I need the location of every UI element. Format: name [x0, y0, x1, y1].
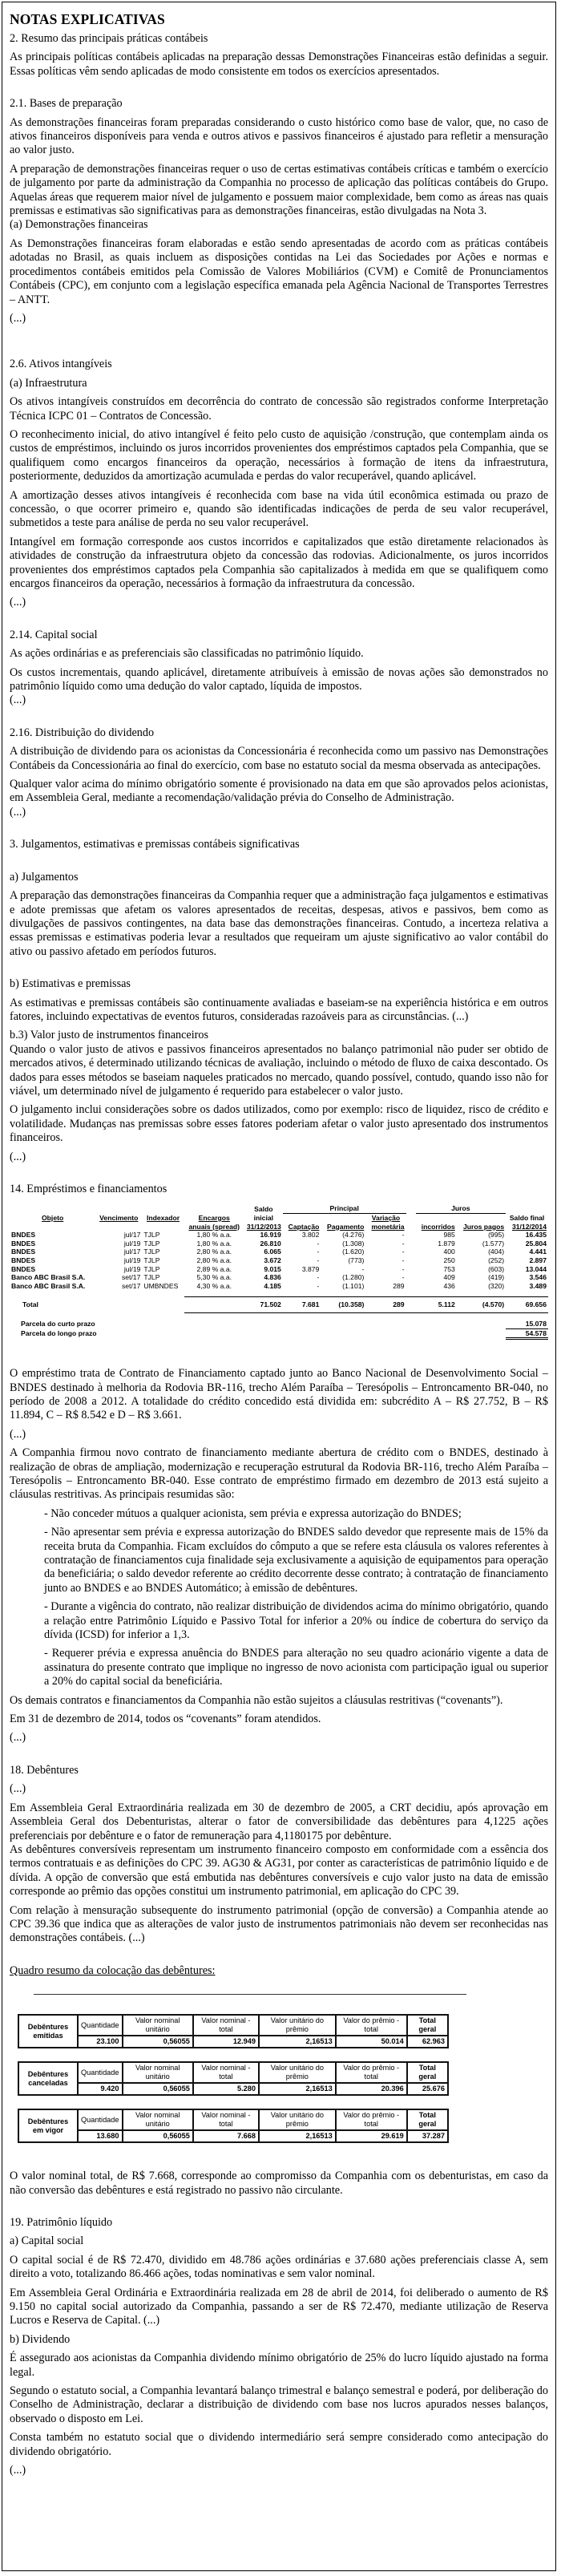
cell-saldo-final: 16.435	[525, 1231, 547, 1239]
cell-pagamento: -	[361, 1264, 365, 1273]
cell-saldo-inicial: 6.065	[264, 1248, 281, 1256]
cell-valor-nominal-total: 5.280	[193, 2083, 259, 2095]
col-valor-nominal-total: Valor nominal - total	[193, 2015, 259, 2036]
cell-variacao: -	[402, 1248, 405, 1256]
cell-objeto: BNDES	[11, 1248, 36, 1256]
cell-juros-pagos: (404)	[488, 1248, 505, 1256]
section-18-heading: 18. Debêntures	[10, 1763, 79, 1777]
table-row	[10, 1265, 548, 1274]
total-captacao: 7.681	[283, 1297, 321, 1313]
cell-valor-premio-total: 50.014	[336, 2036, 407, 2048]
section-18-p2: As debêntures conversíveis representam um instrumento financeiro composto em conformidade com a essência dos termos contratuais e as definições do CPC 39. AG30 & AG31, por conter as características de patrimônio líquido e de dívida. A opção de conversão que está embutida nas debêntures conversíveis e cujo valor justo na data de emissão corresponde ao prêmio das opções constitui um instrumento patrimonial, em aplicação do CPC 39.	[10, 1842, 548, 1899]
section-2-6-p4: Intangível em formação corresponde aos custos incorridos e capitalizados que estão diretamente relacionados às atividades de construção da infraestrutura objeto da concessão das rodovias. Adicionalmente, os juros incorridos provenientes dos empréstimos captados pela Companhia são capitalizados à medida em que se qualifiquem como encargos financeiros da operação, necessários à formação da infraestrutura da concessão.	[10, 535, 548, 590]
section-19-heading: 19. Patrimônio líquido	[10, 2215, 113, 2229]
col-encargos-sub: anuais (spread)	[188, 1222, 240, 1231]
section-3-sub-a: a) Julgamentos	[10, 870, 79, 884]
cell-juros-pagos: (419)	[488, 1273, 505, 1282]
cell-total-geral: 62.963	[407, 2036, 448, 2048]
cell-valor-premio-total: 29.619	[336, 2130, 407, 2142]
cell-incorridos: 400	[443, 1248, 455, 1256]
cell-indexador: TJLP	[143, 1248, 160, 1256]
col-pagamento: Pagamento	[327, 1222, 365, 1231]
cell-encargos: 2,80 % a.a.	[196, 1248, 232, 1256]
section-3-p4: O julgamento inclui considerações sobre os dados utilizados, como por exemplo: risco de liquidez, risco de crédito e volatilidade. Mudanças nas premissas sobre esses fatores poderiam afetar o valor justo apresentado dos instrumentos financeiros.	[10, 1103, 548, 1145]
cell-pagamento: (773)	[348, 1256, 365, 1264]
cell-variacao: -	[402, 1264, 405, 1273]
section-14-p2: A Companhia firmou novo contrato de financiamento mediante abertura de crédito com o BNDES, destinado à realização de obras de ampliação, modernização e recuperação estrutural da Rodovia BR-116, trecho Além Paraíba – Teresópolis – Entroncamento BR-040. Esse contrato de empréstimo firmado em dezembro de 2013 está sujeito a cláusulas restritivas. As principais resumidas são:	[10, 1446, 548, 1502]
cell-vencimento: jul/17	[123, 1231, 141, 1239]
section-2-1-p2: A preparação de demonstrações financeiras requer o uso de certas estimativas contábeis críticas e também o exercício de julgamento por parte da administração da Companhia no processo de aplicação das políticas contábeis do Grupo. Aquelas áreas que requerem maior nível de julgamento e possuem maior complexidade, bem como as áreas nas quais premissas e estimativas são significativas para as demonstrações financeiras, estão divulgadas na Nota 3.	[10, 162, 548, 218]
section-2-16-heading: 2.16. Distribuição do dividendo	[10, 726, 155, 739]
cell-encargos: 4,30 % a.a.	[196, 1281, 232, 1290]
curto-prazo-label: Parcela do curto prazo	[21, 1320, 95, 1328]
debentures-label: Debêntures em vigor	[18, 2109, 78, 2142]
cell-incorridos: 985	[443, 1231, 455, 1239]
cell-saldo-inicial: 9.015	[264, 1264, 281, 1273]
cell-valor-nominal-total: 12.949	[193, 2036, 259, 2048]
ellipsis: (...)	[10, 1782, 26, 1796]
section-2-6-p3: A amortização desses ativos intangíveis é reconhecida com base na vida útil econômica estimada ou prazo de concessão, o que ocorrer primeiro e, quando são identificadas indicações de perda de seu valor recuperável, submetidos a teste para análise de perda no seu valor recuperável.	[10, 488, 548, 530]
loans-table	[10, 1204, 548, 1340]
section-2-heading: 2. Resumo das principais práticas contábeis	[10, 32, 208, 45]
col-indexador: Indexador	[146, 1214, 180, 1222]
cell-saldo-final: 13.044	[525, 1264, 547, 1273]
cell-quantidade: 23.100	[78, 2036, 123, 2048]
cell-objeto: Banco ABC Brasil S.A.	[11, 1273, 86, 1282]
cell-saldo-final: 4.441	[529, 1248, 547, 1256]
section-3-sub-b3: b.3) Valor justo de instrumentos financeiros	[10, 1029, 208, 1042]
cell-encargos: 2,80 % a.a.	[196, 1256, 232, 1264]
section-2-16-p2: Qualquer valor acima do mínimo obrigatório somente é provisionado na data em que são aprovados pelos acionistas, em Assembleia Geral, mediante a recomendação/validação prévia do Conselho de Administração.	[10, 778, 548, 805]
total-saldo-inicial: 71.502	[244, 1297, 283, 1313]
cell-pagamento: (1.101)	[342, 1281, 365, 1290]
col-total-geral: Total geral	[407, 2062, 448, 2083]
cell-incorridos: 1.879	[438, 1239, 455, 1248]
section-2-1-sub-a: (a) Demonstrações financeiras	[10, 218, 148, 232]
cell-indexador: TJLP	[143, 1264, 160, 1273]
section-19-p3: É assegurado aos acionistas da Companhia dividendo mínimo obrigatório de 25% do lucro líquido ajustado na forma legal.	[10, 2352, 548, 2379]
cell-indexador: TJLP	[143, 1273, 160, 1282]
cell-indexador: TJLP	[143, 1239, 160, 1248]
section-14-p3: Os demais contratos e financiamentos da Companhia não estão sujeitos a cláusulas restritivas (“covenants”).	[10, 1693, 503, 1707]
section-19-p4: Segundo o estatuto social, a Companhia levantará balanço trimestral e balanço semestral e poderá, por deliberação do Conselho de Administração, declarar a distribuição de dividendo com base nos lucros apurados nesses balanços, observado o disposto em Lei.	[10, 2384, 548, 2425]
cell-captacao: -	[317, 1248, 320, 1256]
section-2-14-p2: Os custos incrementais, quando aplicável, diretamente atribuíveis à emissão de novas ações são demonstrados no patrimônio líquido como uma dedução do valor captado, líquida de impostos.	[10, 665, 548, 694]
col-valor-premio-total: Valor do prêmio - total	[336, 2015, 407, 2036]
section-14-p4: Em 31 de dezembro de 2014, todos os “covenants” foram atendidos.	[10, 1713, 321, 1726]
section-2-1-p3: As Demonstrações financeiras foram elaboradas e estão sendo apresentadas de acordo com as práticas contábeis adotadas no Brasil, as quais incluem as disposições contidas na Lei das Sociedades por Ações e normas e procedimentos contábeis emitidos pela Comissão de Valores Mobiliários (CVM) e Comitê de Pronunciamentos Contábeis (CPC), em conjunto com a legislação específica emanada pela Agência Nacional de Transportes Terrestres – ANTT.	[10, 237, 548, 306]
col-saldo-inicial: Saldo inicial	[253, 1205, 274, 1222]
section-2-6-heading: 2.6. Ativos intangíveis	[10, 358, 112, 371]
section-19-sub-b: b) Dividendo	[10, 2332, 71, 2346]
cell-indexador: TJLP	[143, 1231, 160, 1239]
cell-encargos: 1,80 % a.a.	[196, 1231, 232, 1239]
cell-captacao: -	[317, 1239, 320, 1248]
col-valor-nominal-total: Valor nominal - total	[193, 2109, 259, 2130]
table-row	[18, 2130, 448, 2142]
clause-2: - Não apresentar sem prévia e expressa autorização do BNDES saldo devedor que represente mais de 15% da receita bruta da Companhia. Ficam excluídos do cômputo a que se refere esta cláusula os valores referentes à contratação de financiamentos cuja finalidade seja exclusivamente a aquisição de equipamentos para operação da beneficiária; o saldo devedor referente ao crédito decorrente desse contrato; à contratação de financiamento junto ao BNDES e ao BNDES Automático; à emissão de debêntures.	[44, 1526, 548, 1595]
ellipsis: (...)	[10, 596, 26, 609]
document-frame	[2, 2, 556, 2571]
col-valor-nominal-unitario: Valor nominal unitário	[123, 2015, 193, 2036]
cell-pagamento: (1.280)	[342, 1273, 365, 1282]
col-group-principal: Principal	[283, 1204, 406, 1213]
col-encargos: Encargos	[198, 1214, 230, 1222]
section-2-6-p2: O reconhecimento inicial, do ativo intangível é feito pelo custo de aquisição /construção, que contemplam ainda os custos de empréstimos, incluindo os juros incorridos provenientes dos empréstimos captados pela Companhia, que se qualifiquem como encargos financeiros da operação, necessários à formação de itens da infraestrutura, posteriormente, deduzidos da amortização acumulada e perdas do valor recuperável, quando aplicável.	[10, 427, 548, 483]
curto-prazo-value: 15.078	[506, 1320, 548, 1328]
cell-saldo-inicial: 4.185	[264, 1281, 281, 1290]
quadro-title: Quadro resumo da colocação das debêntures:	[10, 1963, 216, 1977]
cell-objeto: BNDES	[11, 1231, 36, 1239]
curto-prazo-row	[10, 1320, 548, 1328]
col-saldo-inicial-date: 31/12/2013	[246, 1222, 281, 1231]
cell-juros-pagos: (995)	[488, 1231, 505, 1239]
cell-encargos: 1,80 % a.a.	[196, 1239, 232, 1248]
cell-saldo-inicial: 3.672	[264, 1256, 281, 1264]
section-14-heading: 14. Empréstimos e financiamentos	[10, 1183, 167, 1195]
section-2-16-p1: A distribuição de dividendo para os acionistas da Concessionária é reconhecida como um passivo nas Demonstrações Contábeis da Concessionária ao final do exercício, com base no estatuto social da mesma observada as antecipações.	[10, 745, 548, 772]
debentures-label: Debêntures canceladas	[18, 2062, 78, 2095]
ellipsis: (...)	[10, 311, 26, 325]
section-3-sub-b: b) Estimativas e premissas	[10, 977, 131, 991]
ellipsis: (...)	[10, 2464, 26, 2477]
cell-juros-pagos: (603)	[488, 1264, 505, 1273]
table-row	[10, 1256, 548, 1265]
longo-prazo-value: 54.578	[506, 1328, 548, 1339]
document-title: NOTAS EXPLICATIVAS	[10, 11, 165, 27]
total-saldo-final: 69.656	[506, 1297, 548, 1313]
section-18-p3: Com relação à mensuração subsequente do instrumento patrimonial (opção de conversão) a Companhia atende ao CPC 39.36 que indica que as alterações de valor justo de instrumentos patrimoniais não devem ser reconhecidas nas demonstrações contábeis. (...)	[10, 1903, 548, 1945]
col-group-juros: Juros	[416, 1204, 506, 1213]
clause-1: - Não conceder mútuos a qualquer acionista, sem prévia e expressa autorização do BNDES;	[44, 1506, 462, 1520]
cell-vencimento: set/17	[121, 1281, 141, 1290]
total-juros-pagos: (4.570)	[457, 1297, 506, 1313]
cell-saldo-inicial: 4.836	[264, 1273, 281, 1282]
cell-vencimento: jul/19	[123, 1239, 141, 1248]
col-juros-pagos: Juros pagos	[463, 1222, 505, 1231]
cell-incorridos: 436	[443, 1281, 455, 1290]
table-row	[18, 2036, 448, 2048]
cell-indexador: TJLP	[143, 1256, 160, 1264]
col-captacao: Captação	[288, 1222, 320, 1231]
cell-incorridos: 753	[443, 1264, 455, 1273]
col-saldo-final: Saldo final	[509, 1214, 545, 1222]
cell-encargos: 2,89 % a.a.	[196, 1264, 232, 1273]
col-quantidade: Quantidade	[78, 2062, 123, 2083]
cell-objeto: Banco ABC Brasil S.A.	[11, 1281, 86, 1290]
section-2-14-heading: 2.14. Capital social	[10, 628, 98, 641]
col-valor-nominal-unitario: Valor nominal unitário	[123, 2062, 193, 2083]
ellipsis: (...)	[10, 1150, 26, 1163]
table-row	[10, 1248, 548, 1256]
cell-total-geral: 25.676	[407, 2083, 448, 2095]
section-3-heading: 3. Julgamentos, estimativas e premissas contábeis significativas	[10, 838, 300, 851]
debentures-canceladas-table	[18, 2061, 449, 2096]
col-incorridos: incorridos	[421, 1222, 455, 1231]
cell-captacao: -	[317, 1256, 320, 1264]
cell-incorridos: 409	[443, 1273, 455, 1282]
cell-captacao: 3.879	[301, 1264, 320, 1273]
cell-juros-pagos: (320)	[488, 1281, 505, 1290]
section-3-p3: Quando o valor justo de ativos e passivos financeiros apresentados no balanço patrimonial não puder ser obtido de mercados ativos, é determinado utilizando técnicas de avaliação, incluindo o método de fluxo de caixa descontado. Os dados para esses métodos se baseiam naqueles praticados no mercado, quando possível, contudo, quando isso não for viável, um determinado nível de julgamento é requerido para estabelecer o valor justo.	[10, 1042, 548, 1098]
col-valor-unitario-premio: Valor unitário do prêmio	[259, 2062, 336, 2083]
clause-4: - Requerer prévia e expressa anuência do BNDES para alteração no seu quadro acionário vigente a data de assinatura do presente contrato que implique no ingresso de novo acionista com participação igual ou superior a 20% do capital social da beneficiária.	[44, 1647, 548, 1688]
debentures-label: Debêntures emitidas	[18, 2015, 78, 2048]
section-18-p1: Em Assembleia Geral Extraordinária realizada em 30 de dezembro de 2005, a CRT decidiu, após aprovação em Assembleia Geral dos Debenturistas, alterar o fator de conversibilidade das debêntures para 4,1225 ações preferenciais por debênture e o fator de remuneração para 4,1180175 por debênture.	[10, 1801, 548, 1842]
cell-valor-premio-total: 20.396	[336, 2083, 407, 2095]
cell-captacao: -	[317, 1273, 320, 1282]
cell-variacao: -	[402, 1231, 405, 1239]
cell-variacao: 289	[393, 1281, 405, 1290]
total-variacao: 289	[365, 1297, 406, 1313]
cell-juros-pagos: (252)	[488, 1256, 505, 1264]
col-valor-unitario-premio: Valor unitário do prêmio	[259, 2109, 336, 2130]
cell-saldo-final: 2.897	[529, 1256, 547, 1264]
cell-valor-unitario-premio: 2,16513	[259, 2036, 336, 2048]
col-valor-premio-total: Valor do prêmio - total	[336, 2109, 407, 2130]
col-total-geral: Total geral	[407, 2109, 448, 2130]
col-variacao-sub: monetária	[371, 1222, 405, 1231]
cell-valor-nominal-unitario: 0,56055	[123, 2036, 193, 2048]
col-saldo-final-date: 31/12/2014	[511, 1222, 547, 1231]
cell-quantidade: 9.420	[78, 2083, 123, 2095]
cell-captacao: 3.802	[301, 1231, 320, 1239]
longo-prazo-row	[10, 1328, 548, 1339]
section-3-p2: As estimativas e premissas contábeis são continuamente avaliadas e baseiam-se na experiência histórica e em outros fatores, incluindo expectativas de eventos futuros, consideradas razoáveis para as circunstâncias. (...)	[10, 996, 548, 1023]
cell-captacao: -	[317, 1281, 320, 1290]
table-row	[10, 1239, 548, 1248]
table-row	[18, 2083, 448, 2095]
cell-vencimento: jul/19	[123, 1264, 141, 1273]
debentures-emitidas-table	[18, 2014, 449, 2048]
section-19-p2: Em Assembleia Geral Ordinária e Extraordinária realizada em 28 de abril de 2014, foi deliberado o aumento de R$ 9.150 no capital social autorizado da Companhia, passando a ser de R$ 72.470, mediante utilização de Reserva Lucros e Reserva de Capital. (...)	[10, 2286, 548, 2327]
cell-valor-nominal-unitario: 0,56055	[123, 2130, 193, 2142]
cell-objeto: BNDES	[11, 1256, 36, 1264]
cell-quantidade: 13.680	[78, 2130, 123, 2142]
col-objeto: Objeto	[42, 1214, 64, 1222]
cell-vencimento: set/17	[121, 1273, 141, 1282]
cell-valor-unitario-premio: 2,16513	[259, 2083, 336, 2095]
section-2-1-p1: As demonstrações financeiras foram preparadas considerando o custo histórico como base de valor, que, no caso de ativos financeiros disponíveis para venda e outros ativos e passivos financeiros é ajustado para refletir a mensuração ao valor justo.	[10, 115, 548, 157]
col-total-geral: Total geral	[407, 2015, 448, 2036]
section-18-p4: O valor nominal total, de R$ 7.668, corresponde ao compromisso da Companhia com os debenturistas, em caso da não conversão das debêntures e está registrado no passivo não circulante.	[10, 2170, 548, 2197]
section-2-1-heading: 2.1. Bases de preparação	[10, 97, 123, 111]
section-3-p1: A preparação das demonstrações financeiras da Companhia requer que a administração faça julgamentos e estimativas e adote premissas que afetam os valores apresentados de receitas, despesas, ativos e passivos, bem como as divulgações de passivos contingentes, na data base das demonstrações financeiras. Contudo, a incerteza relativa a essas premissas e estimativas poderia levar a resultados que requeiram um ajuste significativo ao valor contábil do ativo ou passivo afetado em períodos futuros.	[10, 889, 548, 958]
section-14-p1: O empréstimo trata de Contrato de Financiamento captado junto ao Banco Nacional de Desenvolvimento Social – BNDES destinado à melhoria da Rodovia BR-116, trecho Além Paraíba – Teresópolis – Entroncamento BR-040, no período de 2008 a 2012. A totalidade do crédito concedido está dividida em: subcrédito A – R$ 27.752, B – R$ 11.894, C – R$ 8.542 e D – R$ 3.661.	[10, 1367, 548, 1422]
cell-valor-unitario-premio: 2,16513	[259, 2130, 336, 2142]
cell-objeto: BNDES	[11, 1239, 36, 1248]
cell-valor-nominal-total: 7.668	[193, 2130, 259, 2142]
debentures-em-vigor-table	[18, 2109, 449, 2143]
table-row	[10, 1273, 548, 1282]
ellipsis: (...)	[10, 805, 26, 819]
col-quantidade: Quantidade	[78, 2015, 123, 2036]
col-valor-unitario-premio: Valor unitário do prêmio	[259, 2015, 336, 2036]
ellipsis: (...)	[10, 694, 26, 707]
cell-pagamento: (4.276)	[342, 1231, 365, 1239]
cell-vencimento: jul/19	[123, 1256, 141, 1264]
table-row	[10, 1282, 548, 1291]
section-2-14-p1: As ações ordinárias e as preferenciais são classificadas no patrimônio líquido.	[10, 647, 364, 661]
cell-objeto: BNDES	[11, 1264, 36, 1273]
section-2-intro: As principais políticas contábeis aplicadas na preparação dessas Demonstrações Financeiras estão definidas a seguir. Essas políticas vêm sendo aplicadas de modo consistente em todos os exercícios apresentados.	[10, 51, 548, 78]
col-valor-premio-total: Valor do prêmio - total	[336, 2062, 407, 2083]
cell-pagamento: (1.620)	[342, 1248, 365, 1256]
clause-3: - Durante a vigência do contrato, não realizar distribuição de dividendos acima do mínimo obrigatório, quando a relação entre Patrimônio Líquido e Passivo Total for inferior a 20% ou índice de cobertura do serviço da dívida (ICSD) for inferior a 1,3.	[44, 1600, 548, 1642]
col-vencimento: Vencimento	[99, 1214, 139, 1222]
cell-saldo-final: 25.804	[525, 1239, 547, 1248]
cell-variacao: -	[402, 1239, 405, 1248]
table-total-row	[10, 1297, 548, 1313]
table-row	[10, 1231, 548, 1239]
col-quantidade: Quantidade	[78, 2109, 123, 2130]
ellipsis: (...)	[10, 1427, 26, 1441]
cell-juros-pagos: (1.577)	[482, 1239, 505, 1248]
cell-saldo-final: 3.546	[529, 1273, 547, 1282]
cell-encargos: 5,30 % a.a.	[196, 1273, 232, 1282]
cell-valor-nominal-unitario: 0,56055	[123, 2083, 193, 2095]
cell-total-geral: 37.287	[407, 2130, 448, 2142]
longo-prazo-label: Parcela do longo prazo	[21, 1329, 97, 1338]
cell-incorridos: 250	[443, 1256, 455, 1264]
cell-saldo-inicial: 16.919	[260, 1231, 281, 1239]
cell-saldo-inicial: 26.810	[260, 1239, 281, 1248]
col-valor-nominal-total: Valor nominal - total	[193, 2062, 259, 2083]
cell-saldo-final: 3.489	[529, 1281, 547, 1290]
cell-variacao: -	[402, 1256, 405, 1264]
total-label: Total	[22, 1300, 38, 1309]
section-19-p1: O capital social é de R$ 72.470, dividido em 48.786 ações ordinárias e 37.680 ações preferenciais classe A, sem direito a voto, totalizando 86.466 ações, todas nominativas e sem valor nominal.	[10, 2253, 548, 2281]
cell-indexador: UMBNDES	[143, 1281, 179, 1290]
section-19-p5: Consta também no estatuto social que o dividendo intermediário será sempre considerado como antecipação do dividendo obrigatório.	[10, 2431, 548, 2458]
section-19-sub-a: a) Capital social	[10, 2234, 84, 2248]
col-variacao: Variação	[371, 1214, 401, 1222]
cell-pagamento: (1.308)	[342, 1239, 365, 1248]
total-pagamento: (10.358)	[321, 1297, 365, 1313]
total-incorridos: 5.112	[416, 1297, 457, 1313]
section-2-6-sub-a: (a) Infraestrutura	[10, 376, 87, 390]
ellipsis: (...)	[10, 1731, 26, 1745]
cell-variacao: -	[402, 1273, 405, 1282]
section-2-6-p1: Os ativos intangíveis construídos em decorrência do contrato de concessão são registrados conforme Interpretação Técnica ICPC 01 – Contratos de Concessão.	[10, 395, 548, 423]
cell-vencimento: jul/17	[123, 1248, 141, 1256]
col-valor-nominal-unitario: Valor nominal unitário	[123, 2109, 193, 2130]
